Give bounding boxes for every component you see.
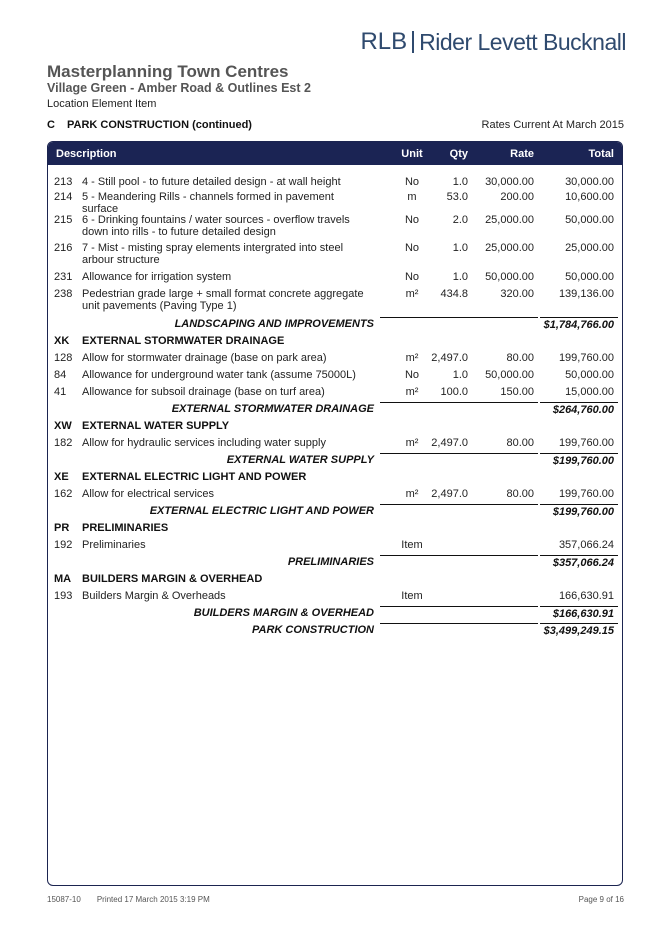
subtotal-value: $357,066.24 (552, 557, 614, 569)
grand-total-label: PARK CONSTRUCTION (251, 624, 374, 636)
item-rate: 50,000.00 (485, 369, 534, 381)
item-description: Allow for hydraulic services including water supply (82, 437, 326, 449)
item-rate: 80.00 (506, 352, 534, 364)
group-heading (48, 420, 622, 437)
grand-total-value: $3,499,249.15 (543, 625, 614, 637)
subtotal-rule (380, 504, 538, 505)
subtotal-rule (380, 453, 538, 454)
item-rate: 200.00 (500, 191, 534, 203)
subtotal-label: EXTERNAL WATER SUPPLY (226, 454, 374, 466)
section-heading (47, 119, 252, 131)
table-header (48, 142, 622, 165)
table-row (48, 242, 622, 271)
item-description: Pedestrian grade large + small format concrete aggregate unit pavements (Paving Type 1) (82, 288, 364, 312)
item-total: 30,000.00 (565, 176, 614, 188)
header-total: Total (588, 148, 614, 160)
subtotal-row (48, 556, 622, 573)
item-unit: No (404, 242, 420, 254)
item-total: 50,000.00 (565, 214, 614, 226)
item-total: 199,760.00 (558, 437, 614, 449)
item-code: 192 (54, 539, 73, 551)
item-total: 199,760.00 (558, 352, 614, 364)
item-total: 357,066.24 (558, 539, 614, 551)
footer-info (47, 895, 210, 904)
table-row (48, 590, 622, 607)
subtotal-label: LANDSCAPING AND IMPROVEMENTS (174, 318, 374, 330)
item-description: Preliminaries (82, 539, 146, 551)
subtotal-rule (540, 317, 618, 318)
item-qty: 2.0 (452, 214, 468, 226)
group-name: PRELIMINARIES (82, 522, 169, 534)
item-total: 166,630.91 (558, 590, 614, 602)
item-description: Allow for stormwater drainage (base on park area) (82, 352, 327, 364)
item-qty: 2,497.0 (431, 488, 468, 500)
item-total: 199,760.00 (558, 488, 614, 500)
table-row (48, 176, 622, 191)
item-code: 41 (54, 386, 67, 398)
subtotal-value: $166,630.91 (552, 608, 614, 620)
table-row (48, 539, 622, 556)
item-unit: m² (405, 386, 419, 398)
group-code: XE (54, 471, 69, 483)
header-qty: Qty (449, 148, 468, 160)
group-heading (48, 573, 622, 590)
subtotal-row (48, 454, 622, 471)
item-unit: m (407, 191, 417, 203)
item-description: Allow for electrical services (82, 488, 215, 500)
table-row (48, 369, 622, 386)
table-row (48, 437, 622, 454)
item-rate: 80.00 (506, 488, 534, 500)
table-row (48, 214, 622, 242)
rates-note: Rates Current At March 2015 (481, 119, 624, 131)
header-description: Description (56, 148, 117, 160)
group-code: XW (54, 420, 72, 432)
subtotal-label: BUILDERS MARGIN & OVERHEAD (193, 607, 374, 619)
group-heading (48, 522, 622, 539)
logo-divider (412, 31, 414, 53)
table-row (48, 191, 622, 214)
subtotal-rule (380, 402, 538, 403)
item-total: 15,000.00 (565, 386, 614, 398)
item-unit: No (404, 369, 420, 381)
section-code: C (47, 119, 55, 131)
grand-total-rule (540, 623, 618, 624)
logo-name: Rider Levett Bucknall (419, 28, 626, 55)
item-code: 162 (54, 488, 73, 500)
item-total: 50,000.00 (565, 271, 614, 283)
group-heading (48, 471, 622, 488)
group-name: EXTERNAL STORMWATER DRAINAGE (82, 335, 285, 347)
subtotal-row (48, 505, 622, 522)
page-number: Page 9 of 16 (578, 895, 624, 904)
item-unit: No (404, 214, 420, 226)
item-rate: 30,000.00 (485, 176, 534, 188)
subtotal-label: EXTERNAL STORMWATER DRAINAGE (171, 403, 374, 415)
item-qty: 1.0 (452, 369, 468, 381)
cost-table (47, 141, 623, 886)
group-heading (48, 335, 622, 352)
item-qty: 1.0 (452, 242, 468, 254)
item-code: 216 (54, 242, 73, 254)
item-total: 25,000.00 (565, 242, 614, 254)
item-qty: 2,497.0 (431, 437, 468, 449)
item-rate: 80.00 (506, 437, 534, 449)
table-row (48, 352, 622, 369)
item-qty: 2,497.0 (431, 352, 468, 364)
header-unit: Unit (401, 148, 423, 160)
item-code: 84 (54, 369, 67, 381)
item-unit: m² (405, 288, 419, 300)
item-unit: No (404, 271, 420, 283)
subtotal-rule (540, 453, 618, 454)
document-subtitle: Village Green - Amber Road & Outlines Est 2 (47, 81, 311, 95)
grand-total-rule (380, 623, 538, 624)
item-unit: m² (405, 352, 419, 364)
subtotal-value: $199,760.00 (552, 455, 614, 467)
group-name: BUILDERS MARGIN & OVERHEAD (82, 573, 263, 585)
item-qty: 53.0 (446, 191, 468, 203)
item-code: 238 (54, 288, 73, 300)
item-total: 50,000.00 (565, 369, 614, 381)
subtotal-rule (540, 555, 618, 556)
item-unit: Item (401, 590, 423, 602)
item-rate: 25,000.00 (485, 214, 534, 226)
subtotal-value: $1,784,766.00 (543, 319, 614, 331)
item-qty: 1.0 (452, 176, 468, 188)
subtotal-value: $199,760.00 (552, 506, 614, 518)
item-rate: 320.00 (500, 288, 534, 300)
item-description: 7 - Mist - misting spray elements intergrated into steel arbour structure (82, 242, 344, 266)
item-description: Builders Margin & Overheads (82, 590, 226, 602)
subtotal-row (48, 403, 622, 420)
item-description: Allowance for subsoil drainage (base on turf area) (82, 386, 325, 398)
subtotal-rule (540, 504, 618, 505)
item-code: 215 (54, 214, 73, 226)
subtotal-label: PRELIMINARIES (287, 556, 374, 568)
group-name: EXTERNAL ELECTRIC LIGHT AND POWER (82, 471, 307, 483)
item-unit: Item (401, 539, 423, 551)
logo-abbr: RLB (360, 28, 408, 55)
item-description: 4 - Still pool - to future detailed design - at wall height (82, 176, 341, 188)
item-description: 5 - Meandering Rills - channels formed in pavement surface (82, 191, 334, 215)
subtotal-rule (540, 606, 618, 607)
item-unit: No (404, 176, 420, 188)
table-row (48, 288, 622, 318)
footer-printed: Printed 17 March 2015 3:19 PM (96, 895, 210, 904)
item-code: 214 (54, 191, 73, 203)
item-code: 182 (54, 437, 73, 449)
item-rate: 25,000.00 (485, 242, 534, 254)
item-rate: 150.00 (500, 386, 534, 398)
table-row (48, 386, 622, 403)
document-title: Masterplanning Town Centres (47, 62, 289, 81)
item-description: Allowance for irrigation system (82, 271, 232, 283)
location-label: Location Element Item (47, 98, 157, 110)
grand-total-row (48, 624, 622, 641)
item-qty: 434.8 (440, 288, 468, 300)
group-code: MA (54, 573, 72, 585)
item-code: 128 (54, 352, 73, 364)
item-code: 193 (54, 590, 73, 602)
item-total: 139,136.00 (558, 288, 614, 300)
item-description: 6 - Drinking fountains / water sources - overflow travels down into rills - to future detailed design (82, 214, 350, 238)
header-rate: Rate (510, 148, 534, 160)
item-rate: 50,000.00 (485, 271, 534, 283)
item-total: 10,600.00 (565, 191, 614, 203)
group-code: PR (54, 522, 70, 534)
item-qty: 100.0 (440, 386, 468, 398)
item-unit: m² (405, 488, 419, 500)
group-name: EXTERNAL WATER SUPPLY (82, 420, 230, 432)
table-row (48, 271, 622, 288)
table-row (48, 488, 622, 505)
item-code: 231 (54, 271, 73, 283)
subtotal-rule (380, 606, 538, 607)
group-code: XK (54, 335, 70, 347)
item-description: Allowance for underground water tank (assume 75000L) (82, 369, 356, 381)
subtotal-rule (380, 555, 538, 556)
item-qty: 1.0 (452, 271, 468, 283)
item-code: 213 (54, 176, 73, 188)
footer-ref: 15087-10 (47, 895, 81, 904)
subtotal-rule (540, 402, 618, 403)
section-name: PARK CONSTRUCTION (continued) (67, 119, 252, 131)
table-body (48, 176, 622, 641)
subtotal-rule (380, 317, 538, 318)
rlb-logo (360, 28, 626, 56)
subtotal-row (48, 607, 622, 624)
subtotal-row (48, 318, 622, 335)
item-unit: m² (405, 437, 419, 449)
subtotal-label: EXTERNAL ELECTRIC LIGHT AND POWER (149, 505, 374, 517)
subtotal-value: $264,760.00 (552, 404, 614, 416)
